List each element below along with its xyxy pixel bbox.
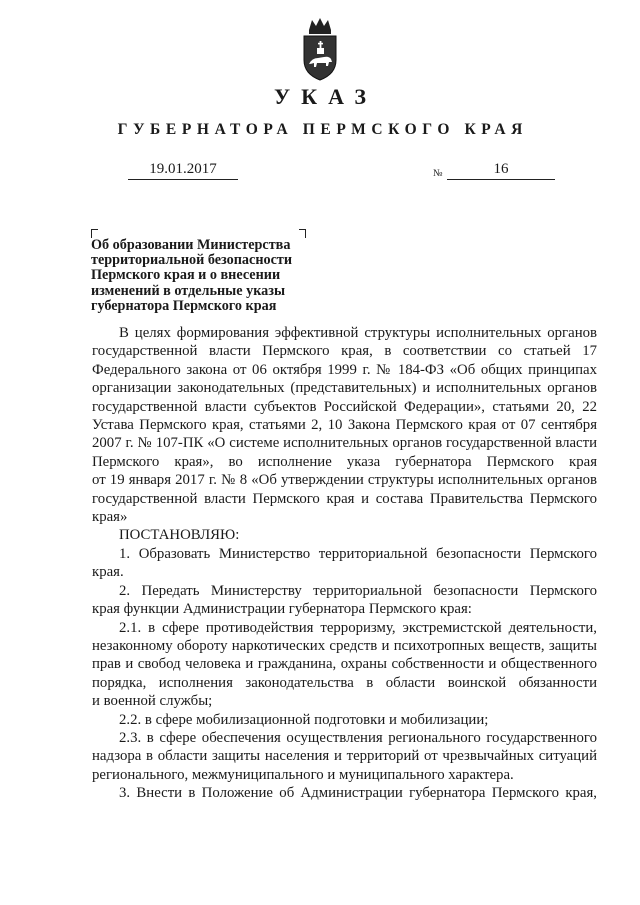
heading-line: Об образовании Министерства bbox=[91, 237, 291, 253]
body-line: 2.2. в сфере мобилизационной подготовки и мобилизации; bbox=[119, 711, 489, 728]
number-sign: № bbox=[433, 168, 443, 179]
heading-line: территориальной безопасности bbox=[91, 252, 293, 269]
body-line: 2.1. в сфере противодействия терроризму, экстремистской деятельности, bbox=[119, 619, 597, 636]
document-heading bbox=[91, 238, 321, 314]
decree-title: УКАЗ bbox=[273, 84, 378, 109]
heading-line: изменений в отдельные указы bbox=[91, 282, 286, 299]
decree-issuer: ГУБЕРНАТОРА ПЕРМСКОГО КРАЯ bbox=[117, 121, 528, 138]
body-line: ПОСТАНОВЛЯЮ: bbox=[119, 527, 240, 544]
body-line: 2. Передать Министерству территориальной безопасности Пермского bbox=[119, 582, 597, 599]
decree-number: 16 bbox=[447, 160, 555, 180]
body-line: незаконному обороту наркотических средств и психотропных веществ, защиты bbox=[92, 637, 597, 654]
document-body bbox=[92, 324, 597, 803]
body-line: Пермского края», во исполнение указа губернатора Пермского края bbox=[92, 453, 597, 470]
body-line: края. bbox=[92, 564, 124, 581]
body-line: от 19 января 2017 г. № 8 «Об утверждении структуры исполнительных органов bbox=[92, 472, 597, 489]
body-line: Федерального закона от 06 октября 1999 г. № 184-ФЗ «Об общих принципах bbox=[92, 361, 597, 378]
decree-date: 19.01.2017 bbox=[128, 160, 238, 180]
body-line: края» bbox=[92, 509, 128, 526]
perm-coat-of-arms-icon bbox=[292, 14, 348, 82]
body-line: надзора в области защиты населения и территорий от чрезвычайных ситуаций bbox=[92, 748, 597, 765]
body-line: края функции Администрации губернатора Пермского края: bbox=[92, 601, 472, 618]
body-line: 1. Образовать Министерство территориальной безопасности Пермского bbox=[119, 545, 597, 562]
body-line: 3. Внести в Положение об Администрации губернатора Пермского края, bbox=[119, 785, 597, 802]
body-line: 2.3. в сфере обеспечения осуществления регионального государственного bbox=[119, 729, 597, 746]
heading-line: Пермского края и о внесении bbox=[91, 267, 281, 284]
body-line: 2007 г. № 107-ПК «О системе исполнительных органов государственной власти bbox=[92, 435, 597, 452]
body-line: и военной службы; bbox=[92, 693, 213, 710]
heading-line: губернатора Пермского края bbox=[91, 297, 277, 314]
body-line: государственной власти Пермского края, в соответствии со статьей 17 bbox=[92, 343, 597, 360]
title-bracket-right bbox=[299, 229, 306, 238]
body-line: государственной власти Пермского края и состава Правительства Пермского bbox=[92, 490, 597, 507]
body-line: Устава Пермского края, статьями 2, 10 Закона Пермского края от 07 сентября bbox=[92, 417, 597, 434]
body-line: регионального, межмуниципального и муниципального характера. bbox=[92, 766, 514, 783]
body-line: государственной власти субъектов Российской Федерации», статьями 20, 22 bbox=[92, 398, 597, 415]
body-line: прав и свобод человека и гражданина, охраны собственности и общественного bbox=[92, 656, 597, 673]
body-line: организации законодательных (представительных) и исполнительных органов bbox=[92, 380, 597, 397]
body-line: В целях формирования эффективной структуры исполнительных органов bbox=[119, 325, 597, 341]
body-line: порядка, исполнения законодательства в области воинской обязанности bbox=[92, 674, 597, 691]
